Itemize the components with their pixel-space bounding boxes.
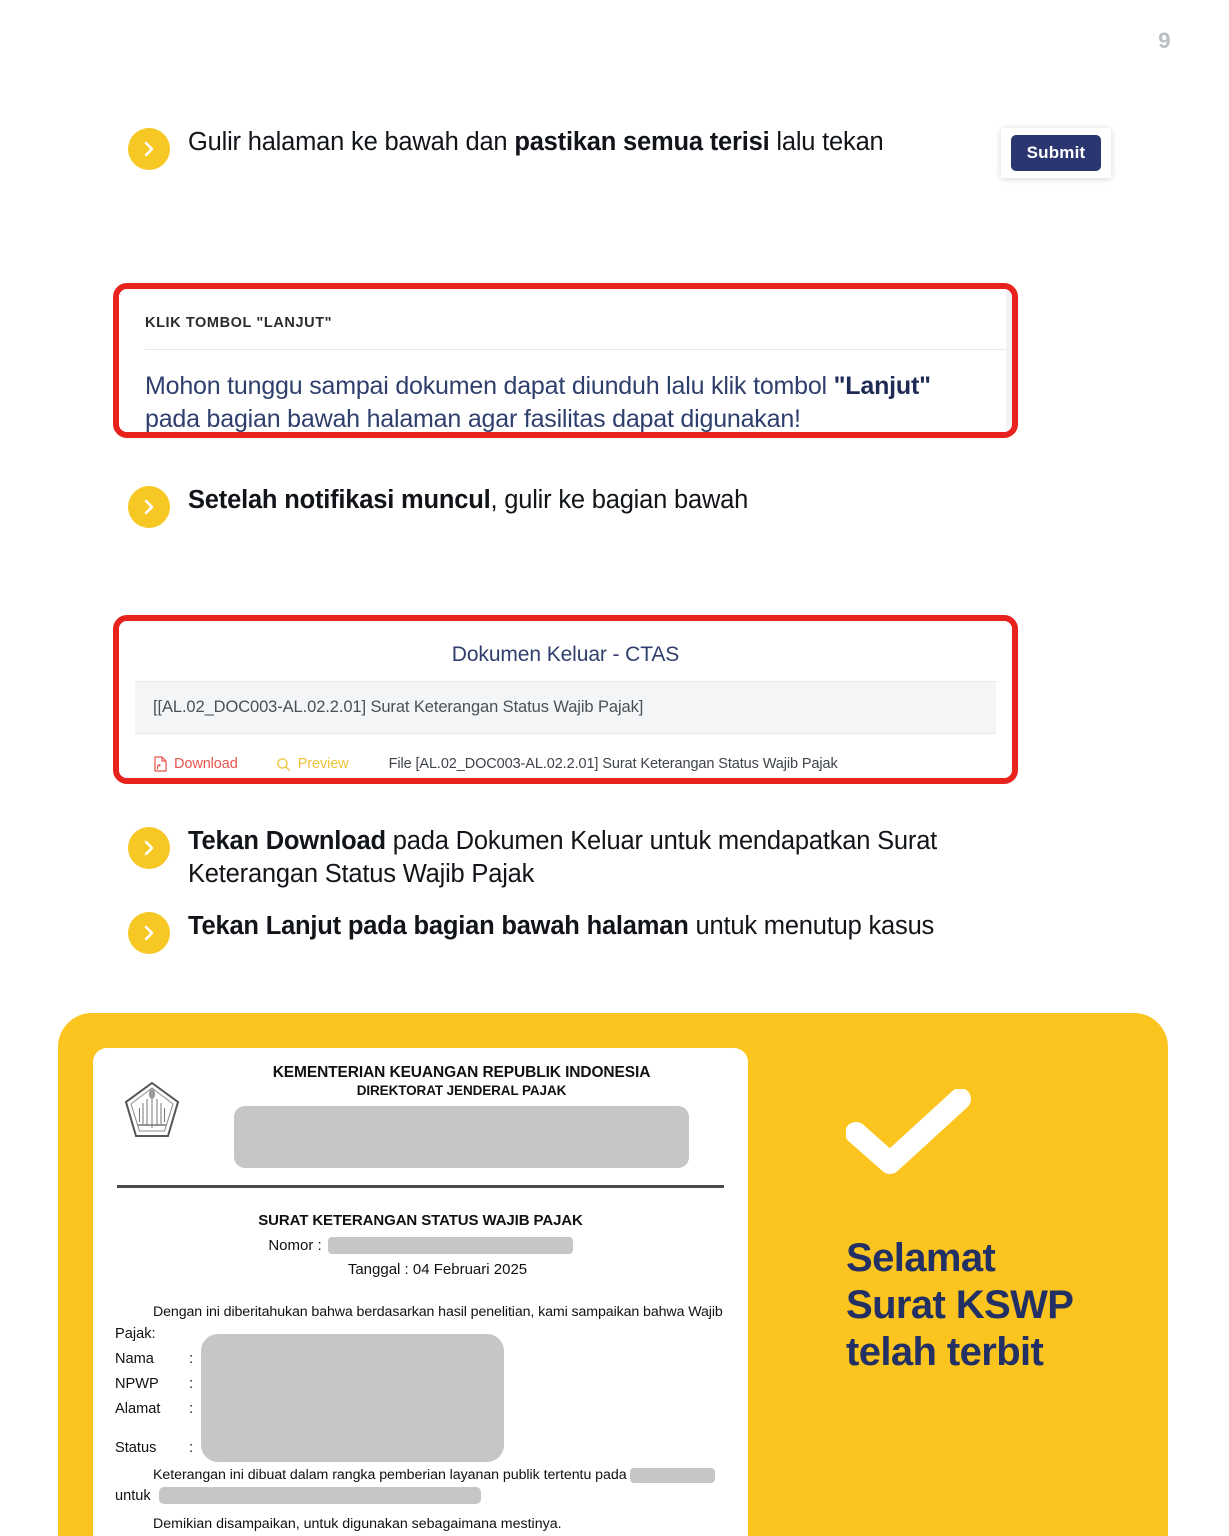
notification-heading: KLIK TOMBOL "LANJUT": [145, 315, 333, 331]
notification-scrollbar[interactable]: [1006, 289, 1012, 432]
document-department: DIREKTORAT JENDERAL PAJAK: [356, 1083, 567, 1098]
step-scroll-submit: [128, 126, 1008, 170]
success-hero-card: [58, 1013, 1168, 1536]
step-press-download-text: Tekan Download pada Dokumen Keluar untuk mendapatkan Surat Keterangan Status Wajib Pajak: [188, 827, 938, 888]
field-label-npwp: NPWP: [115, 1376, 159, 1393]
check-icon: [846, 1089, 1166, 1175]
redacted-address: [234, 1106, 689, 1168]
document-paragraph: Dengan ini diberitahukan bahwa berdasarkan hasil penelitian, kami sampaikan bahwa Wajib: [153, 1304, 723, 1320]
redacted-nomor: [328, 1237, 573, 1254]
redacted-service: [630, 1468, 715, 1483]
document-ministry: KEMENTERIAN KEUANGAN REPUBLIK INDONESIA: [272, 1064, 651, 1081]
dokumen-keluar-file-name: File [AL.02_DOC003-AL.02.2.01] Surat Keterangan Status Wajib Pajak: [388, 756, 838, 772]
dokumen-keluar-card: [119, 621, 1012, 778]
dokumen-keluar-title: Dokumen Keluar - CTAS: [451, 643, 680, 666]
field-colon: :: [189, 1401, 194, 1418]
document-nomor-row: [115, 1237, 726, 1254]
redacted-taxpayer-details: [201, 1334, 504, 1462]
preview-label: Preview: [297, 756, 349, 772]
field-colon: :: [189, 1376, 194, 1393]
chevron-right-icon: [128, 128, 170, 170]
field-label-nama: Nama: [115, 1351, 154, 1368]
success-heading-line-1: Selamat: [846, 1236, 996, 1280]
success-heading-line-3: telah terbit: [846, 1330, 1044, 1375]
step-scroll-submit-text: Gulir halaman ke bawah dan pastikan semua terisi lalu tekan: [188, 128, 884, 156]
redacted-purpose: [159, 1487, 481, 1504]
field-label-status: Status: [115, 1440, 157, 1457]
document-closing-line-1: Keterangan ini dibuat dalam rangka pemberian layanan publik tertentu pada: [115, 1467, 726, 1483]
magnifier-icon: [276, 757, 291, 772]
dokumen-keluar-subheader: [[AL.02_DOC003-AL.02.2.01] Surat Keterangan Status Wajib Pajak]: [135, 681, 996, 734]
document-titles: [197, 1062, 726, 1168]
chevron-right-icon: [128, 912, 170, 954]
document-fields: [115, 1322, 726, 1461]
notification-card: [119, 289, 1012, 432]
success-heading-line-2: Surat KSWP: [846, 1283, 1074, 1328]
notification-screenshot-frame: [113, 283, 1018, 438]
chevron-right-icon: [128, 827, 170, 869]
step-after-notification-text: Setelah notifikasi muncul, gulir ke bagian bawah: [188, 486, 749, 514]
step-press-lanjut-text: Tekan Lanjut pada bagian bawah halaman untuk menutup kasus: [188, 912, 935, 940]
step-press-download: [128, 825, 1028, 890]
page-number: 9: [1158, 28, 1171, 53]
field-label-alamat: Alamat: [115, 1401, 161, 1418]
indonesia-ministry-crest-icon: [115, 1062, 189, 1142]
download-link[interactable]: [153, 756, 238, 772]
document-subject: SURAT KETERANGAN STATUS WAJIB PAJAK: [258, 1212, 583, 1229]
step-after-notification: [128, 484, 1008, 528]
submit-button[interactable]: Submit: [1011, 135, 1102, 171]
dokumen-keluar-screenshot-frame: [113, 615, 1018, 784]
pdf-file-icon: [153, 756, 167, 772]
chevron-right-icon: [128, 486, 170, 528]
success-heading: [846, 1235, 1166, 1377]
document-divider: [117, 1185, 724, 1188]
document-preview: [93, 1048, 748, 1536]
field-label-pajak: Pajak:: [115, 1326, 156, 1342]
document-header: [115, 1062, 726, 1168]
document-nomor-label: Nomor :: [268, 1237, 322, 1254]
preview-link[interactable]: [276, 756, 349, 772]
document-untuk-label: untuk: [115, 1487, 151, 1504]
success-message: [846, 1089, 1166, 1377]
document-tanggal: Tanggal : 04 Februari 2025: [347, 1261, 528, 1278]
dokumen-keluar-file-row: [135, 734, 996, 784]
submit-button-screenshot: [1001, 128, 1111, 178]
field-colon: :: [189, 1440, 194, 1457]
document-closing-last: Demikian disampaikan, untuk digunakan sebagaimana mestinya.: [153, 1516, 562, 1533]
document-untuk-row: [115, 1487, 726, 1504]
field-colon: :: [189, 1351, 194, 1368]
step-press-lanjut: [128, 910, 1088, 954]
notification-body: Mohon tunggu sampai dokumen dapat diunduh lalu klik tombol "Lanjut" pada bagian bawah halaman agar fasilitas dapat digunakan!: [145, 372, 931, 433]
download-label: Download: [174, 756, 238, 772]
